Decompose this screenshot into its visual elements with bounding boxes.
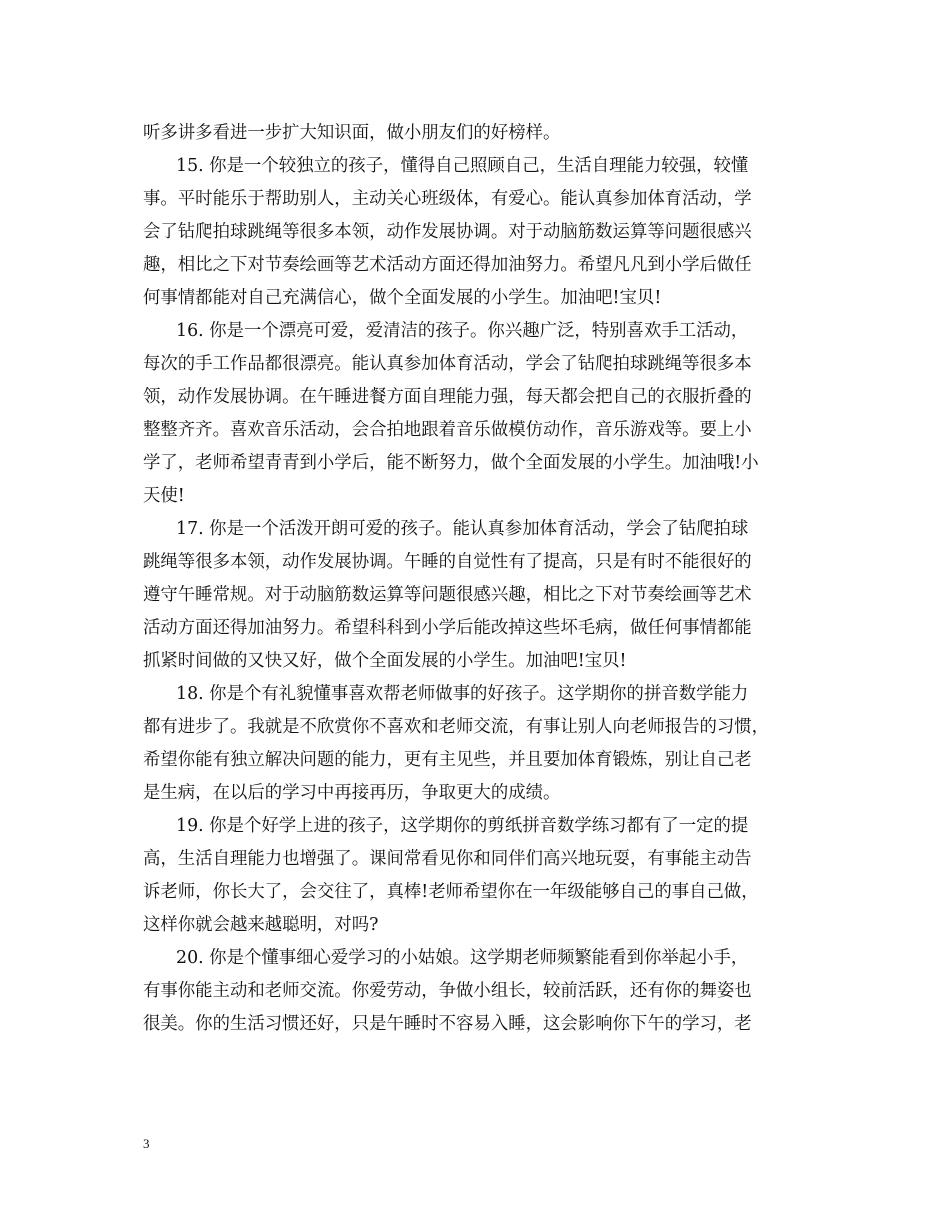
text-line: 抓紧时间做的又快又好，做个全面发展的小学生。加油吧!宝贝! [143,651,627,671]
text-line: 事。平时能乐于帮助别人，主动关心班级体，有爱心。能认真参加体育活动，学 [143,189,752,209]
text-line: 每次的手工作品都很漂亮。能认真参加体育活动，学会了钻爬拍球跳绳等很多本 [143,354,752,374]
text-line: 都有进步了。我就是不欣赏你不喜欢和老师交流，有事让别人向老师报告的习惯， [143,717,770,737]
text-line: 希望你能有独立解决问题的能力，更有主见些，并且要加体育锻炼，别让自己老 [143,750,752,770]
text-line: 趣，相比之下对节奏绘画等艺术活动方面还得加油努力。希望凡凡到小学后做任 [143,255,752,275]
text-line: 天使! [143,486,185,506]
text-line: 何事情都能对自己充满信心，做个全面发展的小学生。加油吧!宝贝! [143,288,662,308]
text-line: 学了，老师希望青青到小学后，能不断努力，做个全面发展的小学生。加油哦!小 [143,453,759,473]
text-line: 领，动作发展协调。在午睡进餐方面自理能力强，每天都会把自己的衣服折叠的 [143,387,752,407]
text-line: 活动方面还得加油努力。希望科科到小学后能改掉这些坏毛病，做任何事情都能 [143,618,752,638]
page-number: 3 [143,1136,150,1151]
paragraph-17-start: 17. 你是一个活泼开朗可爱的孩子。能认真参加体育活动，学会了钻爬拍球 [176,519,749,539]
text-line: 高，生活自理能力也增强了。课间常看见你和同伴们高兴地玩耍，有事能主动告 [143,849,752,869]
text-line: 诉老师，你长大了，会交往了，真棒!老师希望你在一年级能够自己的事自己做， [143,882,759,902]
text-line: 很美。你的生活习惯还好，只是午睡时不容易入睡，这会影响你下午的学习，老 [143,1014,752,1034]
text-line: 这样你就会越来越聪明，对吗? [143,915,379,935]
paragraph-19-start: 19. 你是个好学上进的孩子，这学期你的剪纸拼音数学练习都有了一定的提 [176,816,749,836]
text-line: 会了钻爬拍球跳绳等很多本领，动作发展协调。对于动脑筋数运算等问题很感兴 [143,222,752,242]
paragraph-20-start: 20. 你是个懂事细心爱学习的小姑娘。这学期老师频繁能看到你举起小手， [176,948,749,968]
text-line: 遵守午睡常规。对于动脑筋数运算等问题很感兴趣，相比之下对节奏绘画等艺术 [143,585,752,605]
text-line: 是生病，在以后的学习中再接再历，争取更大的成绩。 [143,783,561,803]
document-body [143,117,813,1041]
text-line: 有事你能主动和老师交流。你爱劳动，争做小组长，较前活跃，还有你的舞姿也 [143,981,752,1001]
text-line: 听多讲多看进一步扩大知识面，做小朋友们的好榜样。 [143,123,561,143]
paragraph-15-start: 15. 你是一个较独立的孩子，懂得自己照顾自己，生活自理能力较强，较懂 [176,156,749,176]
paragraph-16-start: 16. 你是一个漂亮可爱，爱清洁的孩子。你兴趣广泛，特别喜欢手工活动， [176,321,749,341]
text-line: 整整齐齐。喜欢音乐活动，会合拍地跟着音乐做模仿动作，音乐游戏等。要上小 [143,420,752,440]
paragraph-18-start: 18. 你是个有礼貌懂事喜欢帮老师做事的好孩子。这学期你的拼音数学能力 [176,684,749,704]
text-line: 跳绳等很多本领，动作发展协调。午睡的自觉性有了提高，只是有时不能很好的 [143,552,752,572]
